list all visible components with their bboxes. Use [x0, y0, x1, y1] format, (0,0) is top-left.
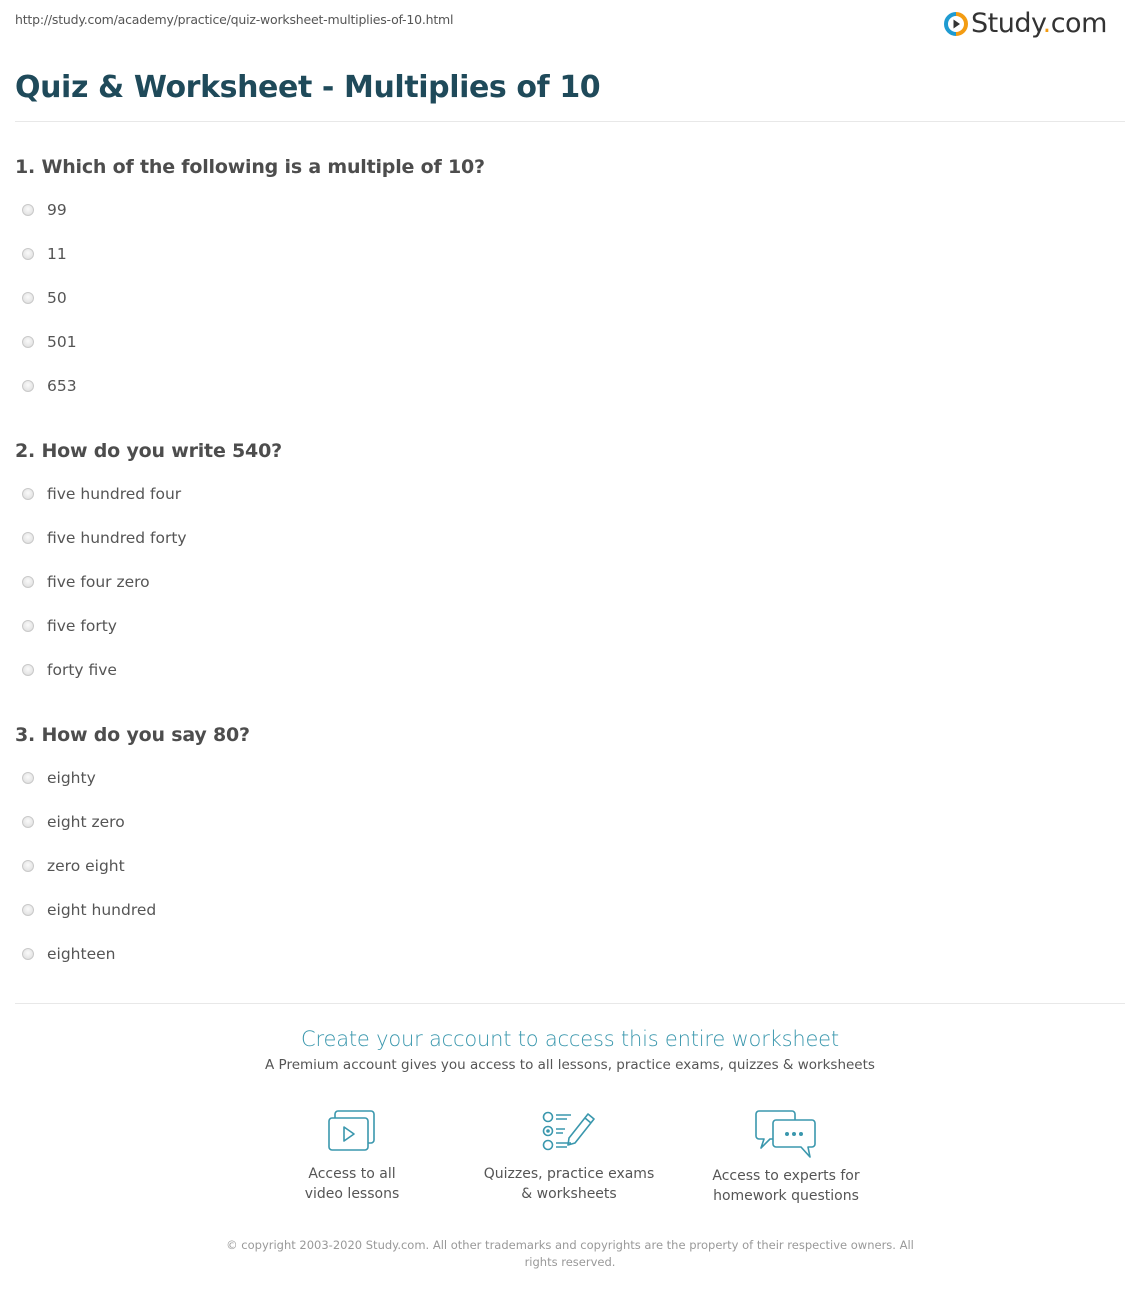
- feature-video-lessons: [252, 1108, 452, 1204]
- feature-label-line2: homework questions: [713, 1188, 859, 1204]
- feature-label-line1: Access to all: [308, 1166, 396, 1182]
- feature-label-line1: Access to experts for: [712, 1168, 860, 1184]
- radio-button[interactable]: [22, 904, 34, 916]
- cta-heading[interactable]: Create your account to access this entire worksheet: [301, 1027, 839, 1051]
- q2-option-3[interactable]: five four zero: [22, 572, 150, 592]
- cta-subtitle: A Premium account gives you access to all lessons, practice exams, quizzes & worksheets: [265, 1057, 875, 1073]
- radio-button[interactable]: [22, 336, 34, 348]
- radio-button[interactable]: [22, 488, 34, 500]
- q1-option-5[interactable]: 653: [22, 376, 77, 396]
- q1-option-4[interactable]: 501: [22, 332, 77, 352]
- q3-option-4[interactable]: eight hundred: [22, 900, 156, 920]
- question-2: 2. How do you write 540?: [15, 440, 282, 462]
- radio-button[interactable]: [22, 248, 34, 260]
- title-divider: [15, 121, 1125, 122]
- q2-option-5[interactable]: forty five: [22, 660, 117, 680]
- radio-button[interactable]: [22, 292, 34, 304]
- q3-option-5[interactable]: eighteen: [22, 944, 115, 964]
- q1-option-1[interactable]: 99: [22, 200, 67, 220]
- q2-option-4[interactable]: five forty: [22, 616, 117, 636]
- radio-button[interactable]: [22, 576, 34, 588]
- cta-divider: [15, 1003, 1125, 1004]
- feature-experts: [686, 1108, 886, 1206]
- radio-button[interactable]: [22, 664, 34, 676]
- video-lessons-icon: [326, 1108, 378, 1154]
- study-logo[interactable]: [944, 8, 1107, 39]
- quiz-checklist-icon: [541, 1108, 597, 1154]
- q2-option-2[interactable]: five hundred forty: [22, 528, 187, 548]
- page-url: http://study.com/academy/practice/quiz-worksheet-multiplies-of-10.html: [15, 12, 454, 27]
- feature-label-line1: Quizzes, practice exams: [483, 1166, 655, 1182]
- q3-option-2[interactable]: eight zero: [22, 812, 125, 832]
- logo-wordmark: Study.com: [971, 8, 1107, 39]
- feature-label-line2: video lessons: [304, 1186, 400, 1202]
- radio-button[interactable]: [22, 816, 34, 828]
- feature-quizzes: [469, 1108, 669, 1204]
- radio-button[interactable]: [22, 204, 34, 216]
- q3-option-1[interactable]: eighty: [22, 768, 96, 788]
- q2-option-1[interactable]: five hundred four: [22, 484, 181, 504]
- feature-label-line2: & worksheets: [521, 1186, 617, 1202]
- play-circle-logo-icon: [944, 12, 968, 36]
- radio-button[interactable]: [22, 772, 34, 784]
- radio-button[interactable]: [22, 532, 34, 544]
- page-title: Quiz & Worksheet - Multiplies of 10: [15, 70, 601, 105]
- radio-button[interactable]: [22, 380, 34, 392]
- copyright-footer: © copyright 2003-2020 Study.com. All other trademarks and copyrights are the property of their respective owners. All rights reserved.: [226, 1238, 914, 1269]
- q1-option-2[interactable]: 11: [22, 244, 67, 264]
- chat-experts-icon: [754, 1108, 818, 1160]
- question-1: 1. Which of the following is a multiple of 10?: [15, 156, 485, 178]
- q3-option-3[interactable]: zero eight: [22, 856, 125, 876]
- radio-button[interactable]: [22, 860, 34, 872]
- question-3: 3. How do you say 80?: [15, 724, 250, 746]
- q1-option-3[interactable]: 50: [22, 288, 67, 308]
- radio-button[interactable]: [22, 948, 34, 960]
- radio-button[interactable]: [22, 620, 34, 632]
